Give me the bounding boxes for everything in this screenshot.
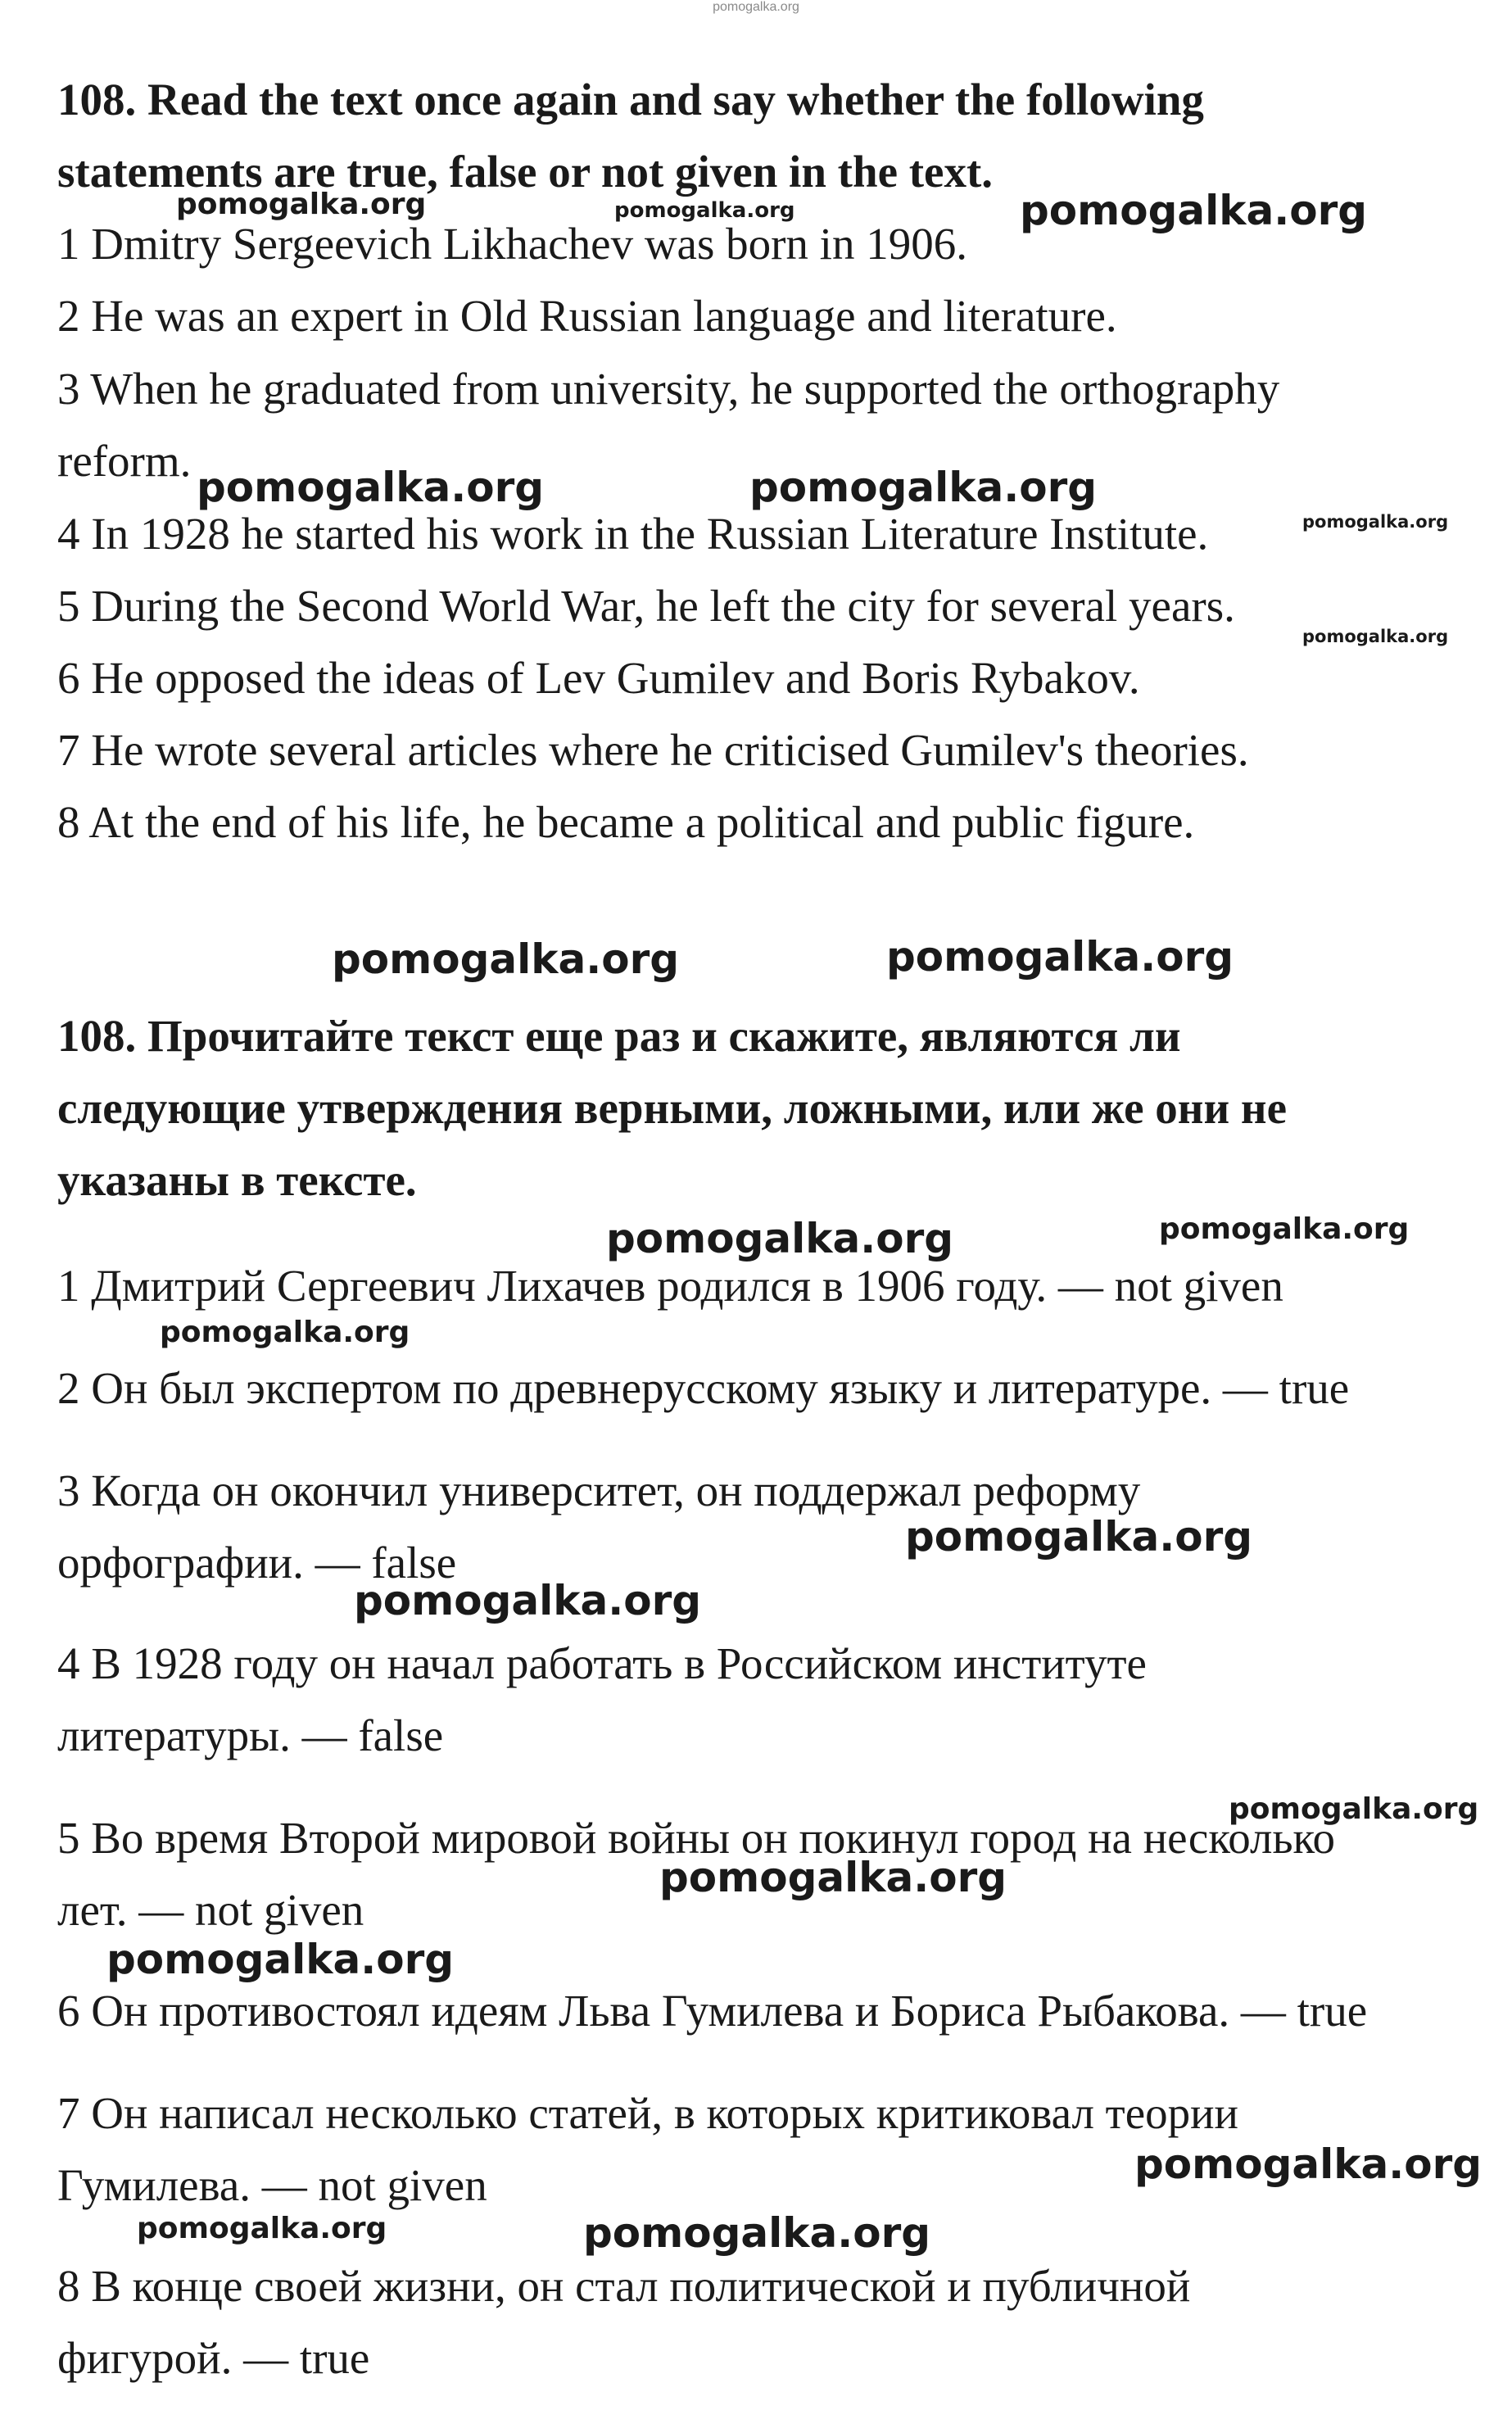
answer-3-line2: орфографии. — false <box>57 1538 457 1588</box>
watermark: pomogalka.org <box>332 935 680 983</box>
watermark: pomogalka.org <box>176 188 427 221</box>
answer-7-line1: 7 Он написал несколько статей, в которых критиковал теории <box>57 2088 1238 2138</box>
answer-3-line1: 3 Когда он окончил университет, он поддержал реформу <box>57 1465 1141 1515</box>
answer-5-line2: лет. — not given <box>57 1885 364 1935</box>
answer-2: 2 Он был экспертом по древнерусскому языку и литературе. — true <box>57 1363 1350 1413</box>
statement-8: 8 At the end of his life, he became a political and public figure. <box>57 797 1195 847</box>
watermark: pomogalka.org <box>1159 1212 1410 1246</box>
watermark: pomogalka.org <box>886 933 1234 981</box>
english-heading-line1: 108. Read the text once again and say whether the following <box>57 75 1204 125</box>
statement-3-line1: 3 When he graduated from university, he supported the orthography <box>57 364 1280 414</box>
watermark: pomogalka.org <box>1229 1792 1479 1826</box>
watermark: pomogalka.org <box>197 464 545 511</box>
answer-4-line1: 4 В 1928 году он начал работать в Российском институте <box>57 1638 1147 1688</box>
watermark: pomogalka.org <box>606 1215 954 1262</box>
answer-7-line2: Гумилева. — not given <box>57 2160 487 2210</box>
answer-4-line2: литературы. — false <box>57 1710 444 1760</box>
statement-6: 6 He opposed the ideas of Lev Gumilev and Boris Rybakov. <box>57 653 1140 703</box>
answer-8-line1: 8 В конце своей жизни, он стал политической и публичной <box>57 2261 1191 2311</box>
statement-4: 4 In 1928 he started his work in the Russian Literature Institute. <box>57 509 1209 559</box>
watermark: pomogalka.org <box>1302 512 1449 532</box>
watermark: pomogalka.org <box>1134 2140 1483 2188</box>
site-mark-top: pomogalka.org <box>713 0 799 14</box>
statement-3-line2: reform. <box>57 436 192 486</box>
watermark: pomogalka.org <box>354 1577 702 1624</box>
watermark: pomogalka.org <box>137 2212 387 2245</box>
statement-7: 7 He wrote several articles where he criticised Gumilev's theories. <box>57 725 1249 775</box>
watermark: pomogalka.org <box>1020 187 1368 234</box>
watermark: pomogalka.org <box>160 1316 410 1349</box>
english-heading-line2: statements are true, false or not given in the text. <box>57 147 994 197</box>
watermark: pomogalka.org <box>659 1854 1007 1901</box>
answer-5-line1: 5 Во время Второй мировой войны он покинул город на несколько <box>57 1813 1335 1863</box>
statement-5: 5 During the Second World War, he left the city for several years. <box>57 581 1235 631</box>
watermark: pomogalka.org <box>106 1936 455 1983</box>
russian-heading-line3: указаны в тексте. <box>57 1155 417 1205</box>
watermark: pomogalka.org <box>583 2209 931 2257</box>
watermark: pomogalka.org <box>614 198 795 223</box>
russian-heading-line1: 108. Прочитайте текст еще раз и скажите, являются ли <box>57 1011 1181 1061</box>
answer-8-line2: фигурой. — true <box>57 2333 370 2383</box>
statement-2: 2 He was an expert in Old Russian language and literature. <box>57 291 1117 341</box>
watermark: pomogalka.org <box>749 464 1098 511</box>
watermark: pomogalka.org <box>1302 627 1449 646</box>
statement-1: 1 Dmitry Sergeevich Likhachev was born in 1906. <box>57 219 967 269</box>
watermark: pomogalka.org <box>905 1513 1253 1561</box>
answer-6: 6 Он противостоял идеям Льва Гумилева и Бориса Рыбакова. — true <box>57 1986 1368 2036</box>
answer-1: 1 Дмитрий Сергеевич Лихачев родился в 1906 году. — not given <box>57 1261 1283 1311</box>
russian-heading-line2: следующие утверждения верными, ложными, или же они не <box>57 1083 1287 1133</box>
